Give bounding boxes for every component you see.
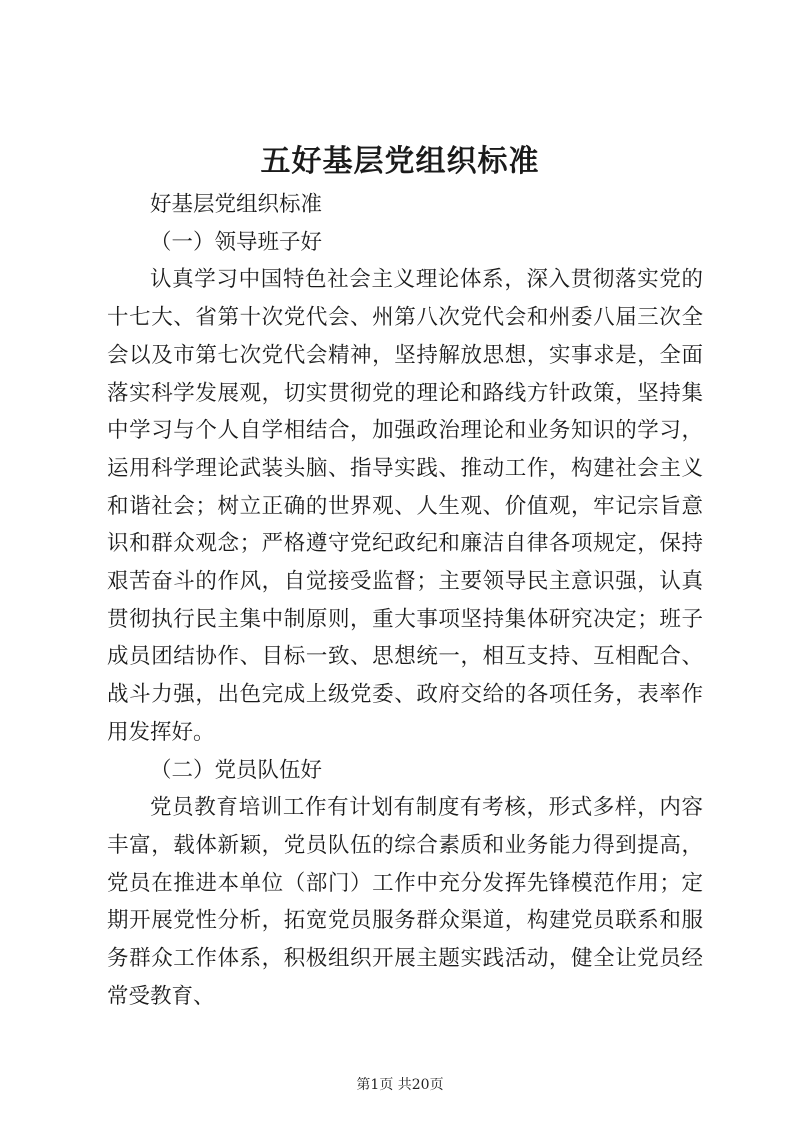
document-subtitle: 好基层党组织标准 [150,192,323,217]
section-heading-leadership: （一）领导班子好 [150,229,323,255]
page-indicator: 第1页 共20页 [356,1077,444,1093]
page-footer [0,1075,800,1095]
section-paragraph-membership: 党员教育培训工作有计划有制度有考核，形式多样，内容丰富，载体新颖，党员队伍的综合素质和业务能力得到提高，党员在推进本单位（部门）工作中充分发挥先锋模范作用；定期开展党性分析，拓宽党员服务群众渠道，构建党员联系和服务群众工作体系，积极组织开展主题实践活动，健全让党员经常受教育、 [107,795,703,1009]
document-title: 五好基层党组织标准 [260,144,540,179]
section-heading-membership: （二）党员队伍好 [150,757,323,783]
section-paragraph-leadership: 认真学习中国特色社会主义理论体系，深入贯彻落实党的十七大、省第十次党代会、州第八次党代会和州委八届三次全会以及市第七次党代会精神，坚持解放思想，实事求是，全面落实科学发展观，切实贯彻党的理论和路线方针政策，坚持集中学习与个人自学相结合，加强政治理论和业务知识的学习，运用科学理论武装头脑、指导实践、推动工作，构建社会主义和谐社会；树立正确的世界观、人生观、价值观，牢记宗旨意识和群众观念；严格遵守党纪政纪和廉洁自律各项规定，保持艰苦奋斗的作风，自觉接受监督；主要领导民主意识强，认真贯彻执行民主集中制原则，重大事项坚持集体研究决定；班子成员团结协作、目标一致、思想统一，相互支持、互相配合、战斗力强，出色完成上级党委、政府交给的各项任务，表率作用发挥好。 [107,267,703,745]
document-body [107,186,703,1015]
